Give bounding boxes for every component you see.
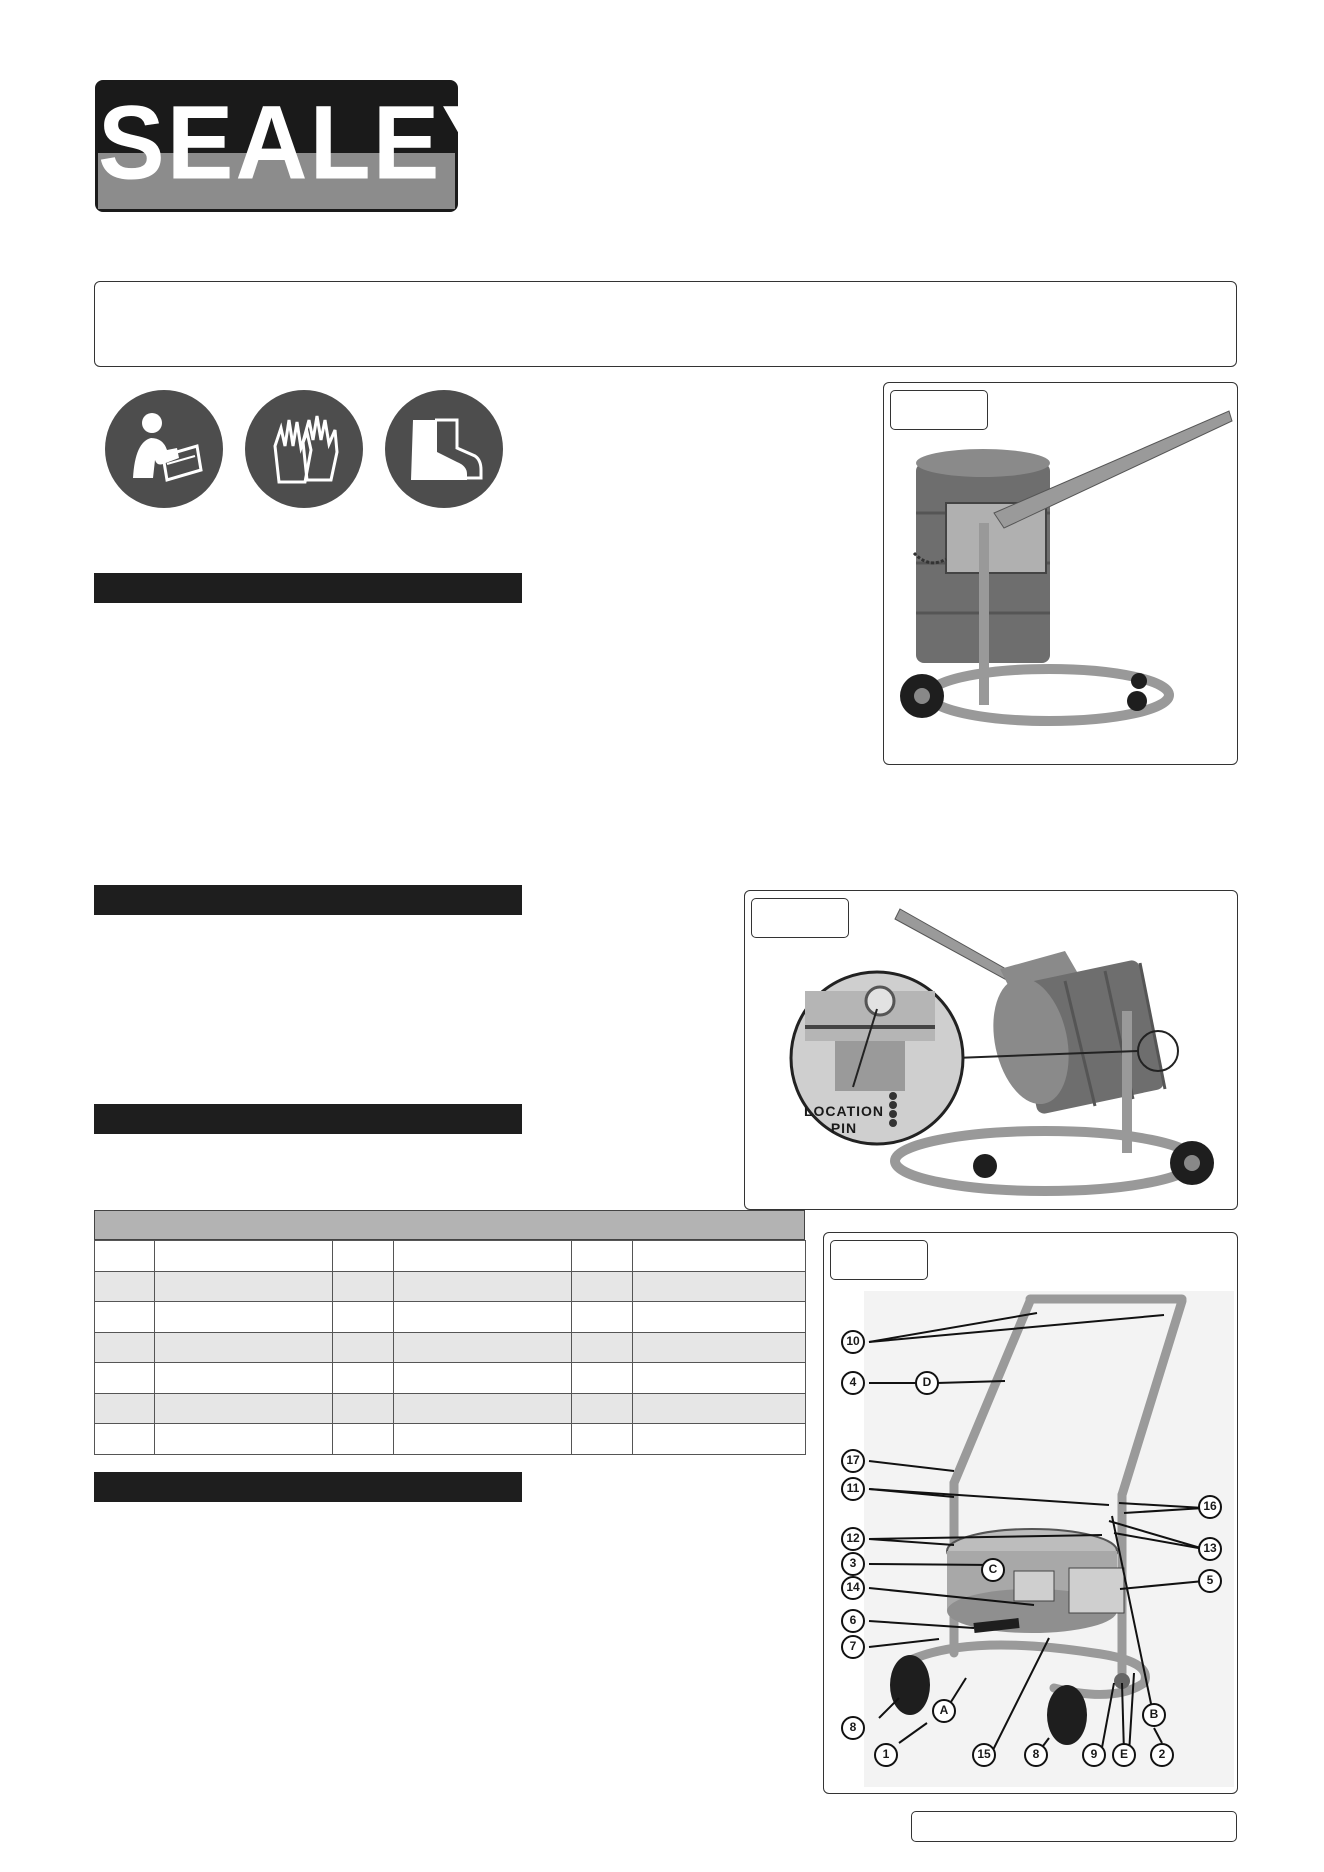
drum-trolley-upright-illustration — [884, 383, 1239, 766]
callout-label: 14 — [846, 1580, 860, 1594]
table-row — [95, 1393, 806, 1424]
sealey-logo — [95, 80, 511, 212]
read-manual-icon — [105, 390, 223, 508]
callout-label: E — [1119, 1747, 1128, 1761]
figure-2 — [744, 890, 1238, 1210]
callout-label: 17 — [846, 1453, 860, 1467]
figure-1 — [883, 382, 1238, 765]
gloves-icon — [245, 390, 363, 508]
callout-label: B — [1149, 1707, 1159, 1721]
callout-label: D — [922, 1375, 932, 1389]
table-row — [95, 1332, 806, 1363]
callout-label: 2 — [1158, 1747, 1166, 1761]
safety-boots-icon — [385, 390, 503, 508]
callout-label: A — [939, 1703, 949, 1717]
table-row — [95, 1271, 806, 1302]
callout-label: 11 — [846, 1481, 860, 1495]
callout-label: 12 — [846, 1531, 860, 1545]
section-header-4 — [94, 1472, 522, 1502]
callout-label: C — [988, 1562, 998, 1576]
callout-label: 7 — [849, 1639, 857, 1653]
drum-trolley-tilted-illustration — [745, 891, 1239, 1211]
location-pin-callout: LOCATION PIN — [803, 1103, 885, 1136]
section-header-2 — [94, 885, 522, 915]
callout-label: 4 — [849, 1375, 857, 1389]
callout-label: 1 — [882, 1747, 890, 1761]
callout-label: 8 — [1032, 1747, 1040, 1761]
section-header-3 — [94, 1104, 522, 1134]
parts-diagram-labels — [824, 1233, 1239, 1795]
title-box — [94, 281, 1237, 367]
callout-label: 6 — [849, 1613, 857, 1627]
callout-label: 16 — [1203, 1499, 1217, 1513]
callout-label: 13 — [1203, 1541, 1217, 1555]
parts-table-header — [94, 1210, 805, 1240]
section-header-1 — [94, 573, 522, 603]
footer-box — [911, 1811, 1237, 1842]
logo-text: SEALEY — [98, 84, 511, 202]
callout-label: 3 — [849, 1556, 857, 1570]
table-row — [95, 1363, 806, 1394]
callout-label: 10 — [846, 1334, 860, 1348]
table-row — [95, 1302, 806, 1333]
table-row — [95, 1424, 806, 1455]
table-row — [95, 1241, 806, 1272]
figure-3 — [823, 1232, 1238, 1794]
callout-label: 5 — [1206, 1573, 1214, 1587]
callout-label: 8 — [849, 1720, 857, 1734]
callout-label: 9 — [1090, 1747, 1098, 1761]
callout-label: 15 — [977, 1747, 991, 1761]
parts-table — [94, 1240, 806, 1455]
